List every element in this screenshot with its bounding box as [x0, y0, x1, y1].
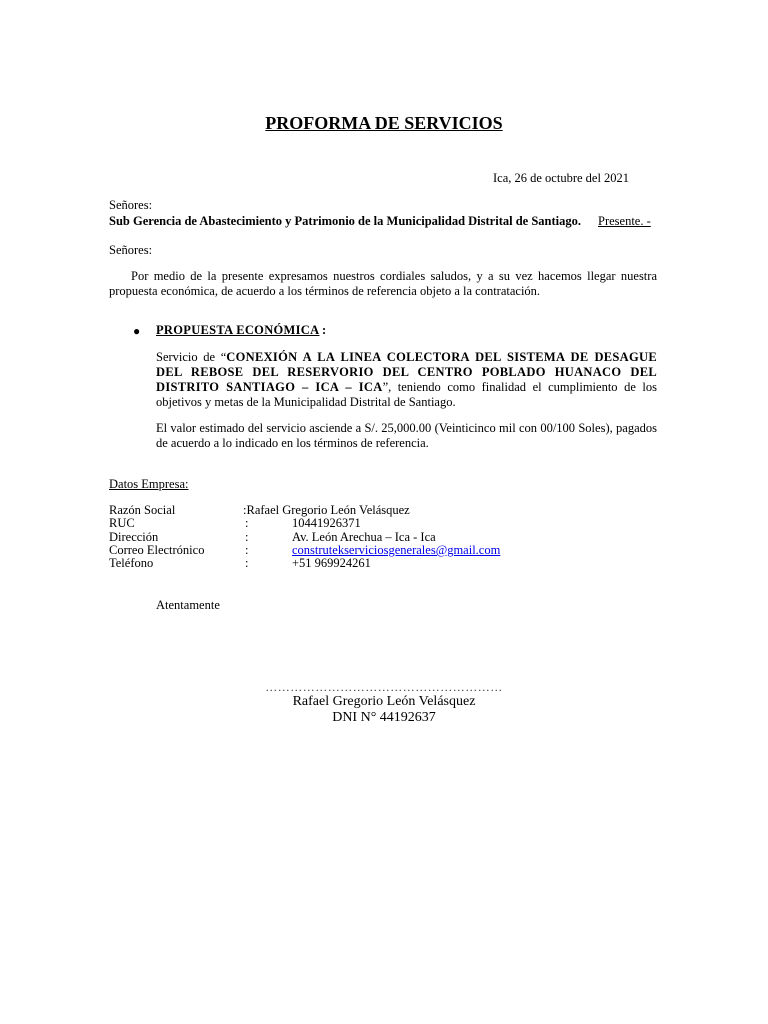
- company-razon-social-text: Rafael Gregorio León Velásquez: [246, 503, 410, 517]
- company-label-razon-social: Razón Social: [109, 503, 176, 517]
- company-colon-correo: :: [245, 543, 249, 557]
- closing-text: Atentamente: [156, 598, 220, 612]
- proposal-heading-colon: :: [322, 323, 327, 337]
- signature-line: …………………………………………………: [265, 680, 503, 694]
- date-line: Ica, 26 de octubre del 2021: [493, 171, 630, 185]
- service-paragraph: [156, 350, 657, 410]
- intro-paragraph: Por medio de la presente expresamos nuestros cordiales saludos, y a su vez hacemos llegar nuestra propuesta económica, de acuerdo a los términos de referencia objeto a la contratación.: [109, 269, 657, 298]
- recipient-name: Sub Gerencia de Abastecimiento y Patrimonio de la Municipalidad Distrital de Santiago.: [109, 214, 582, 228]
- service-name: CONEXIÓN A LA LINEA COLECTORA DEL SISTEMA DE DESAGUE DEL REBOSE DEL RESERVORIO DEL CENTRO POBLADO HUANACO DEL DISTRITO SANTIAGO – ICA – ICA: [156, 350, 657, 394]
- document-title: PROFORMA DE SERVICIOS: [265, 113, 503, 133]
- company-value-direccion: Av. León Arechua – Ica - Ica: [292, 530, 436, 544]
- value-paragraph: El valor estimado del servicio asciende a S/. 25,000.00 (Veinticinco mil con 00/100 Soles), pagados de acuerdo a lo indicado en los términos de referencia.: [156, 421, 657, 450]
- company-colon-ruc: :: [245, 516, 249, 530]
- company-value-telefono: +51 969924261: [292, 556, 371, 570]
- salutation-2: Señores:: [109, 243, 153, 257]
- company-label-direccion: Dirección: [109, 530, 159, 544]
- company-heading: Datos Empresa:: [109, 477, 189, 491]
- company-value-ruc: 10441926371: [292, 516, 361, 530]
- signatory-name: Rafael Gregorio León Velásquez: [292, 694, 476, 709]
- proposal-heading: PROPUESTA ECONÓMICA: [156, 323, 320, 337]
- bullet-icon: ●: [133, 324, 141, 338]
- signatory-dni: DNI N° 44192637: [332, 710, 436, 725]
- company-label-telefono: Teléfono: [109, 556, 154, 570]
- company-colon-razon-social: :: [243, 503, 247, 517]
- company-label-ruc: RUC: [109, 516, 135, 530]
- company-colon-telefono: :: [245, 556, 249, 570]
- service-prefix: Servicio de “: [156, 350, 227, 364]
- presente-text: Presente. -: [598, 214, 651, 228]
- salutation-1: Señores:: [109, 198, 153, 212]
- service-suffix: ”, teniendo como finalidad el cumplimiento de los objetivos y metas de la Municipalidad Distrital de Santiago.: [156, 380, 657, 409]
- company-colon-direccion: :: [245, 530, 249, 544]
- email-link[interactable]: construtekserviciosgenerales@gmail.com: [292, 543, 501, 557]
- company-label-correo: Correo Electrónico: [109, 543, 205, 557]
